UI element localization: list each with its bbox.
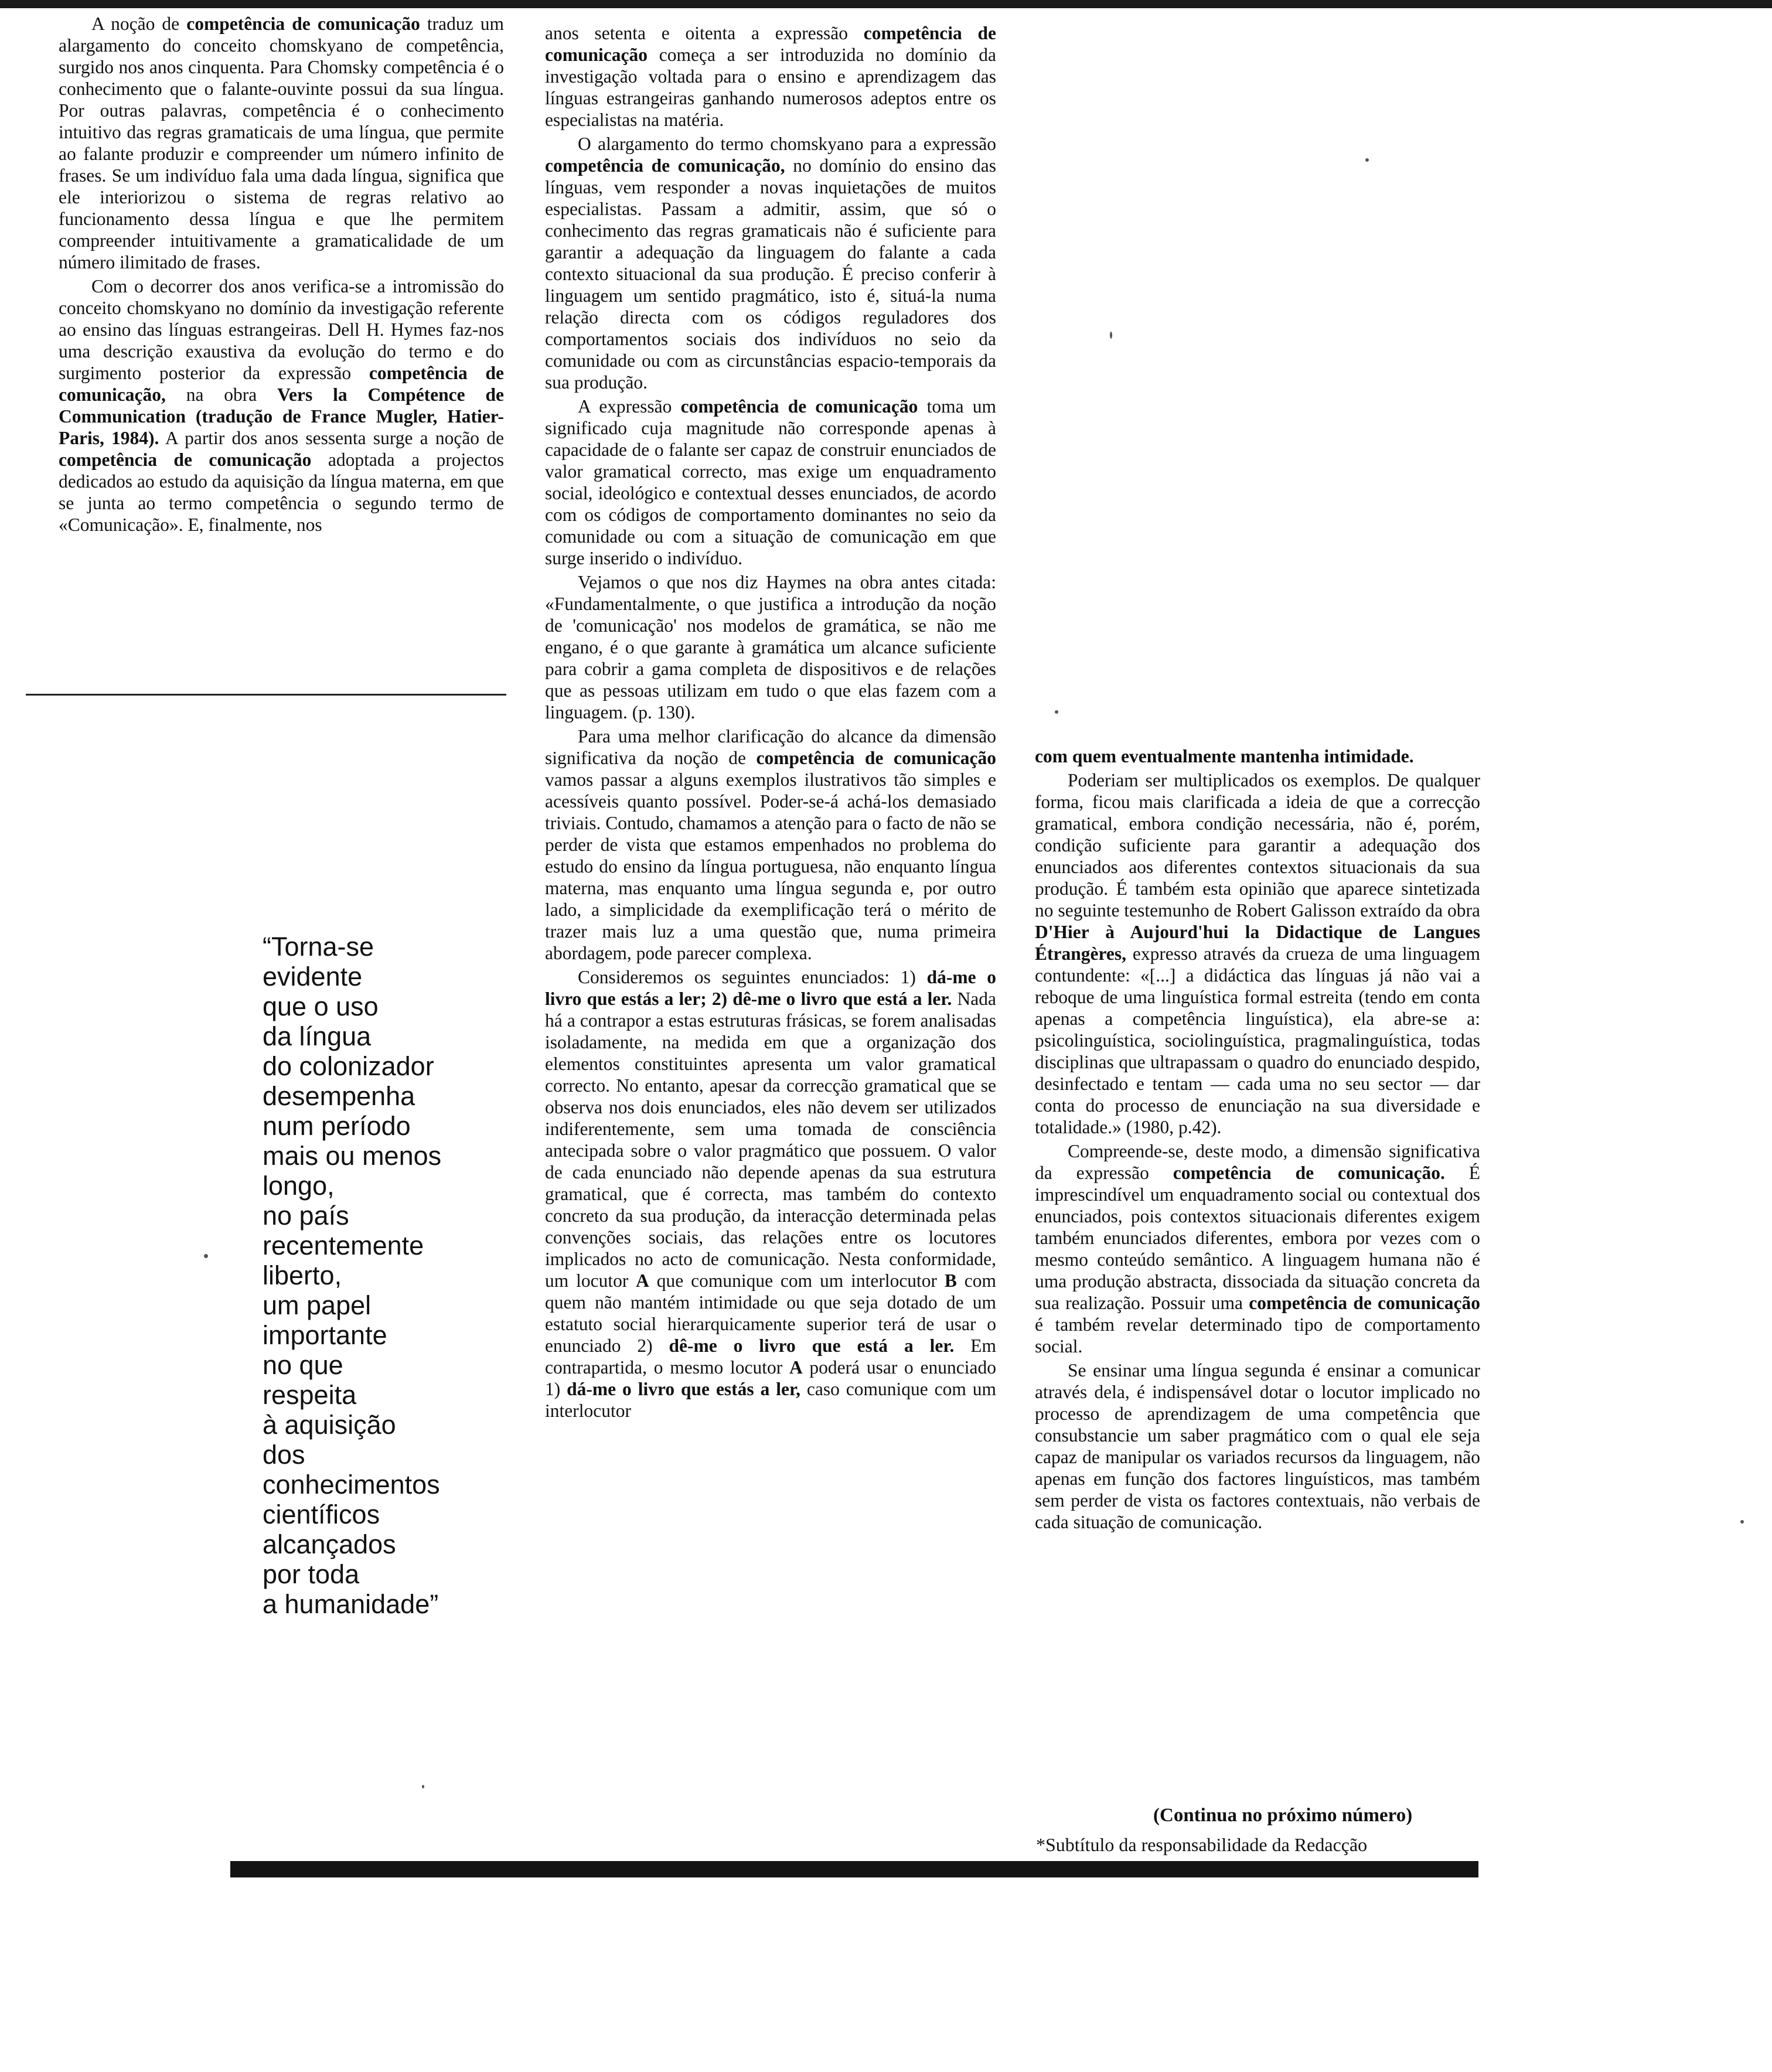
- bold-term: competência de comunicação,: [545, 155, 785, 176]
- text-run: Consideremos os seguintes enunciados: 1): [578, 967, 927, 987]
- text-run: com quem não mantém intimidade ou que seja dotado de um estatuto social hierarquicamente superior terá de usar o enunciado 2): [545, 1270, 996, 1356]
- paragraph: [1035, 1359, 1480, 1533]
- pull-quote-line: alcançados: [263, 1529, 396, 1559]
- pull-quote-line: da língua: [263, 1021, 372, 1051]
- text-run: adoptada a projectos dedicados ao estudo da aquisição da língua materna, em que se junta ao termo competência o segundo termo de «Comunicação». E, finalmente, nos: [59, 449, 505, 535]
- text-run: A expressão: [578, 396, 681, 417]
- continued-note: (Continua no próximo número): [1153, 1805, 1413, 1826]
- text-run: na obra: [165, 384, 278, 405]
- text-run: Poderiam ser multiplicados os exemplos. De qualquer forma, ficou mais clarificada a ideia de que a correcção gramatical, embora condição necessária, não é, porém, condição suficiente para garantir a adequação dos enunciados aos diferentes contextos situacionais da sua produção. É também esta opinião que aparece sintetizada no seguinte testemunho de Robert Galisson extraído da obra: [1035, 770, 1480, 921]
- text-run: que comunique com um interlocutor: [649, 1270, 945, 1291]
- subtitle-footnote: *Subtítulo da responsabilidade da Redacção: [1036, 1834, 1368, 1855]
- pull-quote-line: longo,: [263, 1171, 335, 1201]
- text-run: É imprescindível um enquadramento social ou contextual dos enunciados, pois contextos situacionais diferentes exigem também enunciados diferentes, embora por vezes com o mesmo conteúdo semântico. A linguagem humana não é uma produção abstracta, dissociada da situação concreta da sua realização. Possuir uma: [1035, 1163, 1481, 1313]
- text-run: O alargamento do termo chomskyano para a expressão: [578, 134, 996, 154]
- text-run: traduz um alargamento do conceito chomskyano de competência, surgido nos anos cinquenta. Para Chomsky competência é o conhecimento que o falante-ouvinte possui da sua língua. Por outras palavras, competência é o conhecimento intuitivo das regras gramaticais de uma língua, que permite ao falante produzir e compreender um número infinito de frases. Se um indivíduo fala uma dada língua, significa que ele interiorizou o sistema de regras relativo ao funcionamento dessa língua e que lhe permitem compreender intuitivamente a gramaticalidade de um número ilimitado de frases.: [59, 13, 504, 272]
- text-run: Vejamos o que nos diz Haymes na obra antes citada: «Fundamentalmente, o que justifica a introdução da noção de 'comunicação' nos modelos de gramática, se não me engano, é o que garante à gramática um alcance suficiente para cobrir a gama completa de dispositivos e de relações que as pessoas utilizam em tudo o que elas fazem com a linguagem. (p. 130).: [545, 572, 996, 723]
- text-run: Em contrapartida, o mesmo locutor: [545, 1335, 996, 1378]
- bold-term: competência de comunicação: [186, 13, 420, 34]
- bold-term: dá-me o livro que estás a ler; 2) dê-me o livro que está a ler.: [545, 967, 997, 1009]
- bold-term: dá-me o livro que estás a ler,: [567, 1379, 800, 1399]
- pull-quote-line: por toda: [263, 1559, 360, 1589]
- paragraph: [545, 966, 996, 1422]
- pull-quote-line: um papel: [263, 1290, 372, 1320]
- pull-quote-line: dos: [263, 1440, 305, 1470]
- text-run: é também revelar determinado tipo de comportamento social.: [1035, 1314, 1480, 1357]
- text-run: A noção de: [91, 13, 187, 34]
- text-run: poderá usar o enunciado 1): [545, 1357, 996, 1399]
- paragraph: [545, 571, 996, 723]
- paragraph: [1035, 769, 1480, 1138]
- text-run: Nada há a contrapor a estas estruturas frásicas, se forem analisadas isoladamente, na medida em que a organização dos elementos constituintes apresenta um valor gramatical correcto. No entanto, apesar da correcção gramatical que se observa nos dois enunciados, eles não devem ser utilizados indiferentemente, sem uma tomada de consciência antecipada sobre o valor pragmático que possuem. O valor de cada enunciado não depende apenas da sua estrutura gramatical, que é correcta, mas também do contexto concreto da sua produção, da interacção determinada pelas convenções sociais, das relações entre os locutores implicados no acto de comunicação. Nesta conformidade, um locutor: [545, 989, 996, 1291]
- pull-quote-line: evidente: [263, 962, 363, 991]
- text-run: expresso através da crueza de uma linguagem contundente: «[...] a didáctica das línguas já não vai a reboque de uma linguística formal estreita (tendo em conta apenas a competência linguística), ela abre-se a: psicolinguística, sociolinguística, pragmalinguística, todas disciplinas que ultrapassam o quadro do enunciado despido, desinfectado e tentam — cada uma no seu sector — dar conta do processo de enunciação na sua diversidade e totalidade.» (1980, p.42).: [1035, 943, 1480, 1137]
- print-speck: [422, 1785, 424, 1788]
- bold-term: competência de comunicação: [756, 748, 996, 768]
- text-run: Compreende-se, deste modo, a dimensão significativa da expressão: [1035, 1141, 1480, 1183]
- paragraph: [545, 133, 996, 393]
- bold-term: competência de comunicação.: [1173, 1163, 1445, 1183]
- column-2: [545, 22, 996, 1422]
- paragraph: [545, 725, 996, 964]
- text-run: toma um significado cuja magnitude não corresponde apenas à capacidade de o falante ser capaz de construir enunciados de valor gramatical correcto, mas exige um enquadramento social, ideológico e contextual desses enunciados, de acordo com os códigos de comportamento dominantes no seio da comunidade ou com a situação de comunicação em que surge inserido o indivíduo.: [545, 396, 996, 568]
- pull-quote-line: importante: [263, 1320, 387, 1350]
- bold-term: competência de comunicação: [1249, 1293, 1480, 1313]
- pull-quote-line: no país: [263, 1201, 349, 1231]
- top-rule: [0, 0, 1772, 8]
- pull-quote-line: do colonizador: [263, 1051, 434, 1081]
- column-divider-rule: [26, 694, 506, 696]
- paragraph: [545, 22, 996, 131]
- bold-term: com quem eventualmente mantenha intimidade.: [1035, 746, 1414, 766]
- text-run: no domínio do ensino das línguas, vem responder a novas inquietações de muitos especialistas. Passam a admitir, assim, que só o conhecimento das regras gramaticais não é suficiente para garantir a adequação da linguagem do falante a cada contexto situacional da sua produção. É preciso conferir à linguagem um sentido pragmático, isto é, situá-la numa relação directa com os códigos reguladores dos comportamentos sociais dos indivíduos no seio da comunidade ou com as circunstâncias espacio-temporais da sua produção.: [545, 155, 996, 393]
- pull-quote-line: científicos: [263, 1500, 380, 1529]
- bold-term: competência de comunicação: [59, 449, 312, 470]
- bold-term: A: [789, 1357, 803, 1378]
- bold-term: competência de comunicação: [680, 396, 918, 417]
- bold-term: A: [636, 1270, 649, 1291]
- paragraph: [1035, 745, 1480, 767]
- pull-quote-line: liberto,: [263, 1260, 342, 1290]
- text-run: anos setenta e oitenta a expressão: [545, 23, 864, 43]
- print-speck: [204, 1254, 208, 1258]
- text-run: vamos passar a alguns exemplos ilustrativos tão simples e acessíveis quanto possível. Poder-se-á achá-los demasiado triviais. Contudo, chamamos a atenção para o facto de não se perder de vista que estamos empenhados no problema do estudo do ensino da língua portuguesa, não enquanto língua materna, mas enquanto uma língua segunda e, por outro lado, a simplicidade da exemplificação terá o mérito de trazer mais luz a uma questão que, numa primeira abordagem, pode parecer complexa.: [545, 769, 996, 963]
- print-speck: [1055, 710, 1058, 714]
- paragraph: [59, 275, 504, 536]
- pull-quote-line: a humanidade”: [263, 1589, 439, 1619]
- paragraph: [1035, 1140, 1480, 1357]
- text-run: A partir dos anos sessenta surge a noção de: [159, 428, 504, 448]
- pull-quote-line: recentemente: [263, 1231, 424, 1260]
- print-speck: [1110, 332, 1112, 339]
- pull-quote-line: mais ou menos: [263, 1141, 442, 1171]
- pull-quote-line: no que: [263, 1350, 343, 1380]
- bold-term: D'Hier à Aujourd'hui la Didactique de Langues Étrangères,: [1035, 922, 1480, 964]
- pull-quote-line: respeita: [263, 1380, 357, 1410]
- text-run: Para uma melhor clarificação do alcance da dimensão significativa da noção de: [545, 726, 996, 768]
- column-1: [59, 13, 504, 536]
- pull-quote-line: à aquisição: [263, 1410, 396, 1440]
- pull-quote-line: num período: [263, 1111, 411, 1141]
- bold-term: dê-me o livro que está a ler.: [669, 1335, 955, 1356]
- pull-quote: [263, 932, 532, 1619]
- pull-quote-line: “Torna-se: [263, 932, 374, 962]
- text-run: caso comunique com um interlocutor: [545, 1379, 996, 1421]
- pull-quote-line: conhecimentos: [263, 1470, 440, 1500]
- bottom-rule: [230, 1861, 1478, 1877]
- paragraph: [59, 13, 504, 273]
- print-speck: [1365, 158, 1369, 162]
- print-speck: [1740, 1520, 1744, 1524]
- text-run: Se ensinar uma língua segunda é ensinar a comunicar através dela, é indispensável dotar o locutor implicado no processo de aprendizagem de uma competência que consubstancie um saber pragmático com o qual ele seja capaz de manipular os variados recursos da linguagem, não apenas em função dos factores linguísticos, mas também sem perder de vista os factores contextuais, não verbais de cada situação de comunicação.: [1035, 1360, 1480, 1532]
- paragraph: [545, 396, 996, 569]
- bold-term: competência de comunicação: [545, 23, 996, 65]
- text-run: Com o decorrer dos anos verifica-se a intromissão do conceito chomskyano no domínio da investigação referente ao ensino das línguas estrangeiras. Dell H. Hymes faz-nos uma descrição exaustiva da evolução do termo e do surgimento posterior da expressão: [59, 276, 504, 383]
- column-3: [1035, 745, 1480, 1533]
- pull-quote-line: desempenha: [263, 1081, 415, 1111]
- pull-quote-line: que o uso: [263, 991, 379, 1021]
- bold-term: B: [944, 1270, 957, 1291]
- bold-term: Vers la Compétence de Communication (tradução de France Mugler, Hatier-Paris, 1984).: [59, 384, 504, 448]
- text-run: começa a ser introduzida no domínio da investigação voltada para o ensino e aprendizagem das línguas estrangeiras ganhando numerosos adeptos entre os especialistas na matéria.: [545, 45, 996, 130]
- bold-term: competência de comunicação,: [59, 363, 504, 405]
